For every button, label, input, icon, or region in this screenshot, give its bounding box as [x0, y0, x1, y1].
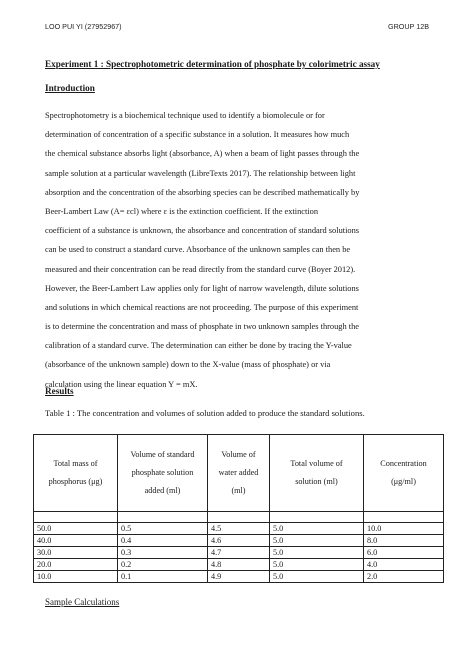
intro-line: Spectrophotometry is a biochemical technique used to identify a biomolecule or for	[45, 111, 325, 120]
cell-concentration: 4.0	[364, 559, 444, 571]
cell-mass: 10.0	[34, 571, 118, 583]
cell-total-volume: 5.0	[270, 523, 364, 535]
intro-line: calibration of a standard curve. The determination can either be done by tracing the Y-value	[45, 341, 352, 351]
intro-line: measured and their concentration can be read directly from the standard curve (Boyer 2012).	[45, 264, 356, 274]
table-row	[34, 571, 444, 583]
cell-total-volume: 5.0	[270, 547, 364, 559]
header-author: LOO PUI YI (27952967)	[45, 22, 122, 31]
intro-line: coefficient of a substance is unknown, the absorbance and concentration of standard solutions	[45, 226, 360, 236]
results-heading: Results	[45, 386, 74, 396]
cell-total-volume: 5.0	[270, 571, 364, 583]
intro-line: can be used to construct a standard curve. Absorbance of the unknown samples can then be	[45, 245, 351, 255]
intro-line: is to determine the concentration and mass of phosphate in two unknown samples through the	[45, 322, 359, 332]
table-row	[34, 535, 444, 547]
cell-volume-water: 4.9	[208, 571, 270, 583]
intro-line: However, the Beer-Lambert Law applies only for light of narrow wavelength, dilute solutions	[45, 283, 359, 293]
table-row	[34, 559, 444, 571]
page-header	[45, 22, 429, 31]
header-volume-standard: Volume of standard phosphate solution added (ml)	[118, 435, 208, 512]
header-concentration: Concentration (μg/ml)	[364, 435, 444, 512]
cell-concentration: 8.0	[364, 535, 444, 547]
introduction-body	[45, 106, 437, 394]
cell-volume-standard: 0.4	[118, 535, 208, 547]
intro-line: determination of concentration of a specific substance in a solution. It measures how much	[45, 130, 350, 140]
cell-concentration: 6.0	[364, 547, 444, 559]
table-spacer-row	[34, 512, 444, 523]
cell-volume-standard: 0.1	[118, 571, 208, 583]
cell-total-volume: 5.0	[270, 559, 364, 571]
cell-concentration: 2.0	[364, 571, 444, 583]
cell-mass: 30.0	[34, 547, 118, 559]
intro-line: calculation using the linear equation Y = mX.	[45, 379, 198, 389]
cell-volume-water: 4.6	[208, 535, 270, 547]
cell-volume-water: 4.8	[208, 559, 270, 571]
cell-mass: 20.0	[34, 559, 118, 571]
cell-total-volume: 5.0	[270, 535, 364, 547]
cell-volume-standard: 0.5	[118, 523, 208, 535]
table-row	[34, 523, 444, 535]
cell-volume-standard: 0.3	[118, 547, 208, 559]
cell-volume-standard: 0.2	[118, 559, 208, 571]
cell-volume-water: 4.5	[208, 523, 270, 535]
cell-mass: 50.0	[34, 523, 118, 535]
cell-concentration: 10.0	[364, 523, 444, 535]
intro-line: absorption and the concentration of the absorbing species can be described mathematically by	[45, 187, 360, 197]
cell-mass: 40.0	[34, 535, 118, 547]
header-total-volume: Total volume of solution (ml)	[270, 435, 364, 512]
header-group: GROUP 12B	[387, 22, 429, 31]
standard-solutions-table	[33, 434, 444, 583]
intro-line: and solutions in which chemical reactions are not proceeding. The purpose of this experiment	[45, 302, 359, 312]
table-row	[34, 547, 444, 559]
intro-line: (absorbance of the unknown sample) down to the X-value (mass of phosphate) or via	[45, 360, 331, 370]
intro-line: sample solution at a particular wavelength (LibreTexts 2017). The relationship between light	[45, 168, 356, 178]
experiment-title: Experiment 1 : Spectrophotometric determination of phosphate by colorimetric assay	[45, 59, 380, 69]
introduction-heading: Introduction	[45, 83, 95, 93]
cell-volume-water: 4.7	[208, 547, 270, 559]
table-header-row	[34, 435, 444, 512]
intro-line: Beer-Lambert Law (A= εcl) where ε is the extinction coefficient. If the extinction	[45, 206, 319, 216]
header-total-mass: Total mass of phosphorus (μg)	[34, 435, 118, 512]
intro-line: the chemical substance absorbs light (absorbance, A) when a beam of light passes through the	[45, 149, 360, 159]
sample-calculations-heading: Sample Calculations	[45, 597, 120, 607]
header-volume-water: Volume of water added (ml)	[208, 435, 270, 512]
table-caption: Table 1 : The concentration and volumes of solution added to produce the standard solutions.	[45, 408, 365, 418]
